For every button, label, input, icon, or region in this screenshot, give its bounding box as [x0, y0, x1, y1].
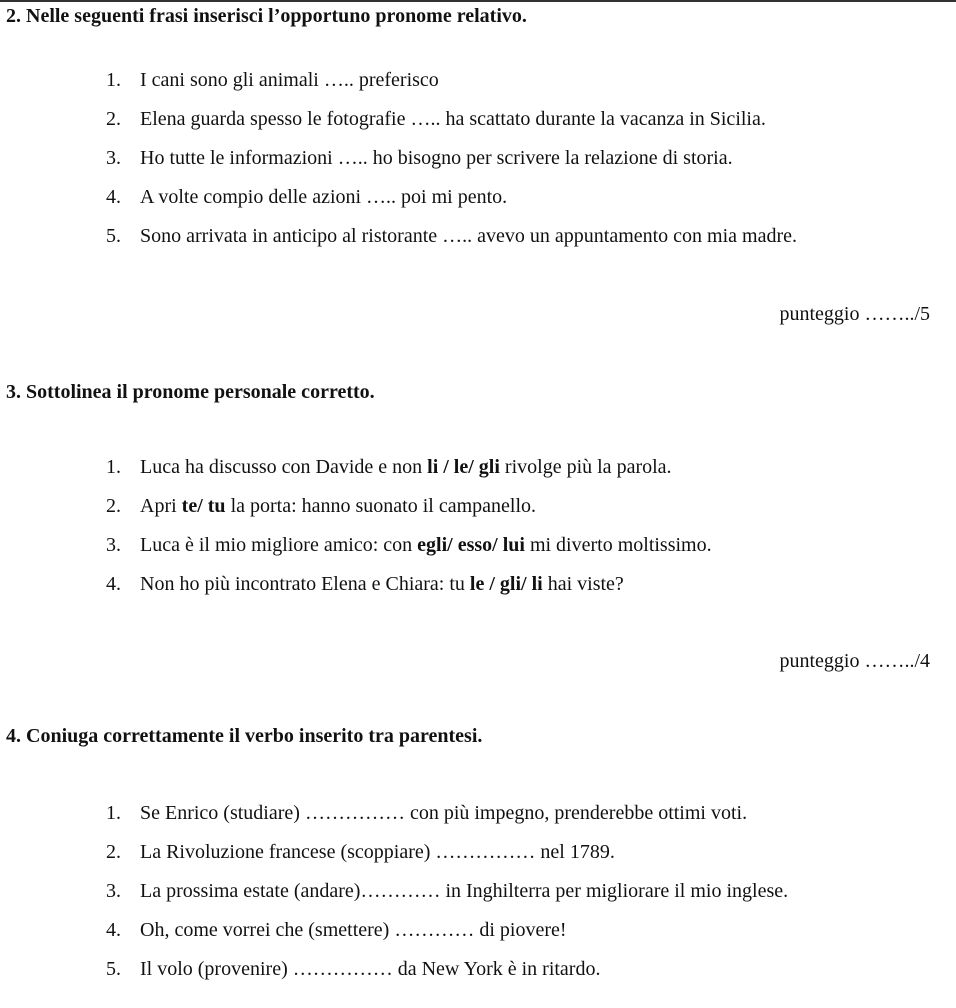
item-text-after: hai viste?: [542, 573, 624, 595]
section-2-item-5: [106, 224, 797, 248]
item-number: 5.: [106, 958, 121, 980]
pronoun-options: egli/ esso/ lui: [417, 534, 525, 556]
section-3-item-4: [106, 572, 624, 596]
item-number: 2.: [106, 841, 121, 863]
item-number: 1.: [106, 69, 121, 91]
item-text: A volte compio delle azioni ….. poi mi pento.: [140, 186, 508, 208]
section-4-item-2: [106, 840, 615, 864]
item-number: 5.: [106, 225, 121, 247]
item-number: 3.: [106, 534, 121, 556]
section-4-item-1: [106, 801, 747, 825]
item-text: Se Enrico (studiare) …………… con più impegno, prenderebbe ottimi voti.: [140, 802, 748, 824]
section-2-item-4: [106, 185, 507, 209]
section-3-score: punteggio ……../4: [779, 650, 930, 672]
item-text-after: la porta: hanno suonato il campanello.: [225, 495, 537, 517]
section-2-item-1: [106, 68, 439, 92]
item-text-before: Non ho più incontrato Elena e Chiara: tu: [140, 573, 470, 595]
section-4-item-5: [106, 957, 600, 981]
item-text-before: Apri: [140, 495, 182, 517]
section-3-item-1: [106, 455, 672, 479]
item-text-before: Luca ha discusso con Davide e non: [140, 456, 428, 478]
section-4-item-4: [106, 918, 567, 942]
item-number: 1.: [106, 802, 121, 824]
item-text: La prossima estate (andare)………… in Inghilterra per migliorare il mio inglese.: [140, 880, 789, 902]
section-2-title: 2. Nelle seguenti frasi inserisci l’opportuno pronome relativo.: [6, 5, 527, 27]
item-number: 3.: [106, 880, 121, 902]
section-3-title: 3. Sottolinea il pronome personale corretto.: [6, 381, 375, 403]
item-number: 4.: [106, 186, 121, 208]
pronoun-options: te/ tu: [181, 495, 226, 517]
pronoun-options: li / le/ gli: [427, 456, 500, 478]
item-text: Sono arrivata in anticipo al ristorante ….. avevo un appuntamento con mia madre.: [140, 225, 798, 247]
item-text: Elena guarda spesso le fotografie ….. ha scattato durante la vacanza in Sicilia.: [140, 108, 766, 130]
item-text: Il volo (provenire) …………… da New York è in ritardo.: [140, 958, 601, 980]
section-3-item-2: [106, 494, 536, 518]
item-text: I cani sono gli animali ….. preferisco: [140, 69, 439, 91]
item-text: Ho tutte le informazioni ….. ho bisogno per scrivere la relazione di storia.: [140, 147, 733, 169]
item-number: 2.: [106, 108, 121, 130]
item-text: Oh, come vorrei che (smettere) ………… di piovere!: [140, 919, 567, 941]
item-text-after: rivolge più la parola.: [499, 456, 672, 478]
section-4-item-3: [106, 879, 788, 903]
section-2-item-3: [106, 146, 733, 170]
item-text-after: mi diverto moltissimo.: [524, 534, 712, 556]
section-3-item-3: [106, 533, 712, 557]
section-2-item-2: [106, 107, 766, 131]
item-number: 4.: [106, 919, 121, 941]
section-4-title: 4. Coniuga correttamente il verbo inserito tra parentesi.: [6, 725, 483, 747]
item-text: La Rivoluzione francese (scoppiare) …………… nel 1789.: [140, 841, 615, 863]
item-number: 3.: [106, 147, 121, 169]
pronoun-options: le / gli/ li: [469, 573, 543, 595]
item-text-before: Luca è il mio migliore amico: con: [140, 534, 418, 556]
section-2-score: punteggio ……../5: [779, 303, 930, 325]
item-number: 1.: [106, 456, 121, 478]
top-divider: [0, 0, 956, 2]
item-number: 4.: [106, 573, 121, 595]
item-number: 2.: [106, 495, 121, 517]
